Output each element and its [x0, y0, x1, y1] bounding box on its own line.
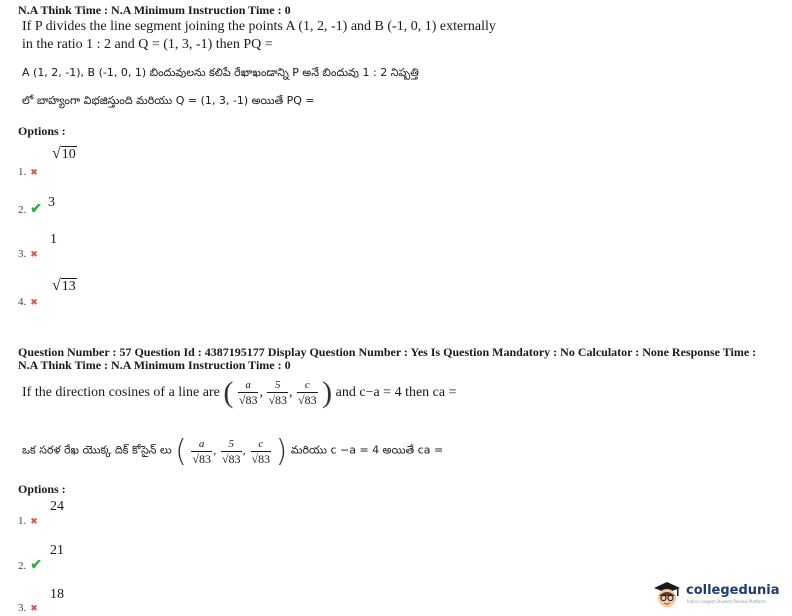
q56-question-te-line1: A (1, 2, -1), B (-1, 0, 1) బిందువులను కలిపే రేఖాఖండాన్ని P అనే బిందువు 1 : 2 నిష్పత్తి — [22, 66, 419, 79]
q57-te-suffix: మరియు c −a = 4 అయితే ca = — [290, 443, 444, 457]
q56-meta-line: N.A Think Time : N.A Minimum Instruction Time : 0 — [18, 3, 291, 17]
q56-options-label: Options : — [18, 124, 66, 138]
q57-te-prefix: ఒక సరళ రేఖ యొక్క దిక్ కోసైన్ లు — [22, 443, 172, 457]
logo-tagline: India's largest Student Review Platform — [687, 599, 766, 604]
q56-option-3-marker — [18, 244, 38, 262]
q57-option-1-value[interactable]: 24 — [50, 499, 64, 514]
option-number: 1. — [18, 166, 27, 178]
q56-option-3-value[interactable]: 1 — [50, 232, 57, 247]
fraction: $\frac{5}{√83}$ — [221, 437, 241, 466]
q57-header-line1: Question Number : 57 Question Id : 4387195177 Display Question Number : Yes Is Question Mandatory : No Calculator : None Response Time : — [18, 345, 757, 359]
option-number: 4. — [18, 296, 27, 308]
q56-question-en-line2: in the ratio 1 : 2 and Q = (1, 3, -1) then PQ = — [22, 37, 273, 52]
q57-en-prefix: If the direction cosines of a line are — [22, 385, 220, 400]
incorrect-cross-icon: ✖ — [30, 603, 38, 613]
q57-option-3-marker — [18, 598, 38, 616]
q56-question-te-line2: లో బాహ్యంగా విభజిస్తుంది మరియు Q = (1, 3, -1) అయితే PQ = — [22, 94, 315, 107]
incorrect-cross-icon: ✖ — [30, 297, 38, 307]
q56-option-1-value[interactable]: √10 — [52, 145, 76, 162]
q56-option-4-value[interactable]: √13 — [52, 277, 76, 294]
logo-wordmark: collegedunia — [686, 583, 780, 598]
incorrect-cross-icon: ✖ — [30, 249, 38, 259]
q57-question-te: ఒక సరళ రేఖ యొక్క దిక్ కోసైన్ లు ( $\frac{a}{√83}$ , $\frac{5}{√83}$ , $\frac{c}{√83}$ ) మరియు c −a = 4 అయితే ca = — [22, 434, 444, 469]
incorrect-cross-icon: ✖ — [30, 516, 38, 526]
fraction: $\frac{c}{√83}$ — [251, 437, 271, 466]
correct-check-icon: ✔ — [30, 202, 42, 217]
option-number: 2. — [18, 560, 27, 572]
q57-option-2-marker — [18, 556, 42, 574]
fraction: $\frac{c}{√83}$ — [298, 379, 317, 407]
fraction: $\frac{a}{√83}$ — [238, 379, 258, 407]
q57-option-2-value[interactable]: 21 — [50, 543, 64, 558]
q56-option-1-marker — [18, 162, 38, 180]
q57-option-3-value[interactable]: 18 — [50, 587, 64, 602]
q57-option-1-marker — [18, 511, 38, 529]
option-number: 3. — [18, 248, 27, 260]
q56-question-en-line1: If P divides the line segment joining the points A (1, 2, -1) and B (-1, 0, 1) externally — [22, 19, 496, 34]
q57-en-suffix: and c−a = 4 then ca = — [335, 385, 457, 400]
q57-question-en: If the direction cosines of a line are ( $\frac{a}{√83}$ , $\frac{5}{√83}$ , $\frac{c}{√83}$ ) and c−a = 4 then ca = — [22, 376, 457, 409]
graduate-mascot-icon — [650, 580, 684, 610]
q56-option-4-marker — [18, 292, 38, 310]
incorrect-cross-icon: ✖ — [30, 167, 38, 177]
q57-options-label: Options : — [18, 482, 66, 496]
q56-option-2-value[interactable]: 3 — [48, 195, 55, 210]
q57-header-line2: N.A Think Time : N.A Minimum Instruction Time : 0 — [18, 358, 291, 372]
option-number: 2. — [18, 204, 27, 216]
fraction: $\frac{5}{√83}$ — [268, 379, 288, 407]
fraction: $\frac{a}{√83}$ — [192, 437, 211, 466]
option-number: 3. — [18, 602, 27, 614]
q56-option-2-marker — [18, 200, 42, 218]
correct-check-icon: ✔ — [30, 558, 42, 573]
option-number: 1. — [18, 515, 27, 527]
collegedunia-logo — [650, 580, 790, 610]
